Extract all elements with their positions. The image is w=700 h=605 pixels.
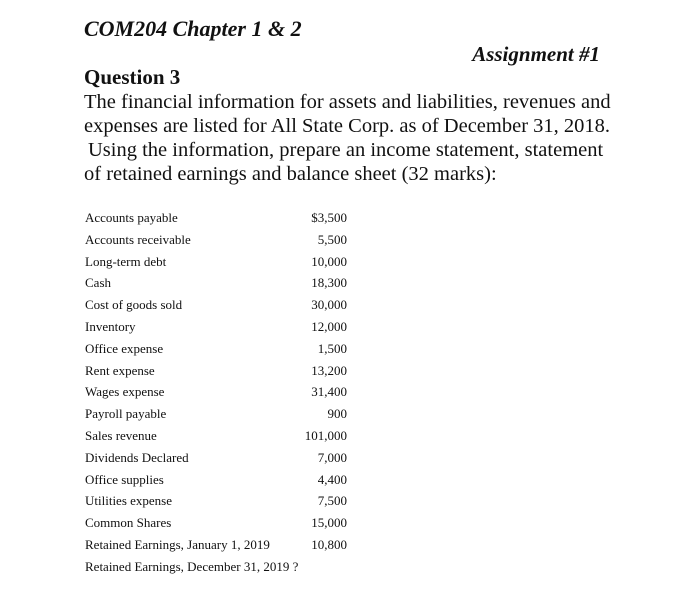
account-value: 4,400 bbox=[317, 471, 347, 487]
account-list bbox=[85, 207, 355, 578]
account-value: 5,500 bbox=[317, 231, 347, 247]
account-name: Payroll payable bbox=[85, 406, 167, 422]
account-name: Accounts payable bbox=[85, 210, 178, 225]
account-name: Cost of goods sold bbox=[85, 297, 183, 313]
account-row bbox=[85, 469, 355, 491]
account-row bbox=[85, 229, 355, 251]
account-row bbox=[85, 403, 355, 425]
account-row bbox=[85, 316, 355, 338]
assignment-title: Assignment #1 bbox=[472, 42, 600, 66]
account-name: Dividends Declared bbox=[85, 449, 189, 465]
account-row bbox=[85, 360, 355, 382]
account-row bbox=[85, 556, 355, 578]
account-value: 1,500 bbox=[317, 340, 347, 356]
account-name: Retained Earnings, December 31, 2019 ? bbox=[85, 558, 299, 574]
account-value: 7,500 bbox=[317, 493, 347, 509]
instruction-line: expenses are listed for All State Corp. as of December 31, 2018. bbox=[84, 115, 611, 137]
account-value: 10,800 bbox=[311, 536, 347, 552]
account-value: 18,300 bbox=[311, 275, 347, 291]
account-name: Office supplies bbox=[85, 471, 164, 487]
account-value: 13,200 bbox=[311, 362, 347, 378]
account-value: 900 bbox=[327, 406, 347, 422]
account-name: Inventory bbox=[85, 318, 136, 334]
account-row bbox=[85, 381, 355, 403]
account-name: Cash bbox=[85, 275, 111, 291]
account-name: Utilities expense bbox=[85, 493, 173, 509]
account-row bbox=[85, 425, 355, 447]
account-value: $3,500 bbox=[311, 210, 347, 225]
account-row bbox=[85, 338, 355, 360]
account-name: Rent expense bbox=[85, 362, 155, 378]
account-row bbox=[85, 490, 355, 512]
account-row bbox=[85, 512, 355, 534]
account-value: 7,000 bbox=[317, 449, 347, 465]
account-row bbox=[85, 534, 355, 556]
question-instructions bbox=[84, 90, 624, 186]
account-row bbox=[85, 272, 355, 294]
account-name: Office expense bbox=[85, 340, 164, 356]
instruction-line: The financial information for assets and liabilities, revenues and bbox=[84, 91, 611, 113]
instruction-line: of retained earnings and balance sheet (32 marks): bbox=[84, 163, 497, 185]
account-value: 101,000 bbox=[304, 427, 347, 443]
account-value: 10,000 bbox=[311, 253, 347, 269]
account-row bbox=[85, 294, 355, 316]
account-value: 30,000 bbox=[311, 297, 347, 313]
account-name: Long-term debt bbox=[85, 253, 167, 269]
account-value: 15,000 bbox=[311, 515, 347, 531]
account-value: 31,400 bbox=[311, 384, 347, 400]
account-name: Wages expense bbox=[85, 384, 165, 400]
account-name: Common Shares bbox=[85, 515, 172, 531]
account-row bbox=[85, 207, 355, 229]
course-title: COM204 Chapter 1 & 2 bbox=[84, 16, 302, 41]
account-name: Sales revenue bbox=[85, 427, 157, 443]
account-name: Accounts receivable bbox=[85, 231, 191, 247]
account-row bbox=[85, 447, 355, 469]
account-row bbox=[85, 251, 355, 273]
instruction-line: Using the information, prepare an income statement, statement bbox=[88, 139, 604, 161]
account-value: 12,000 bbox=[311, 318, 347, 334]
account-name: Retained Earnings, January 1, 2019 bbox=[85, 536, 270, 552]
question-heading: Question 3 bbox=[84, 65, 181, 89]
